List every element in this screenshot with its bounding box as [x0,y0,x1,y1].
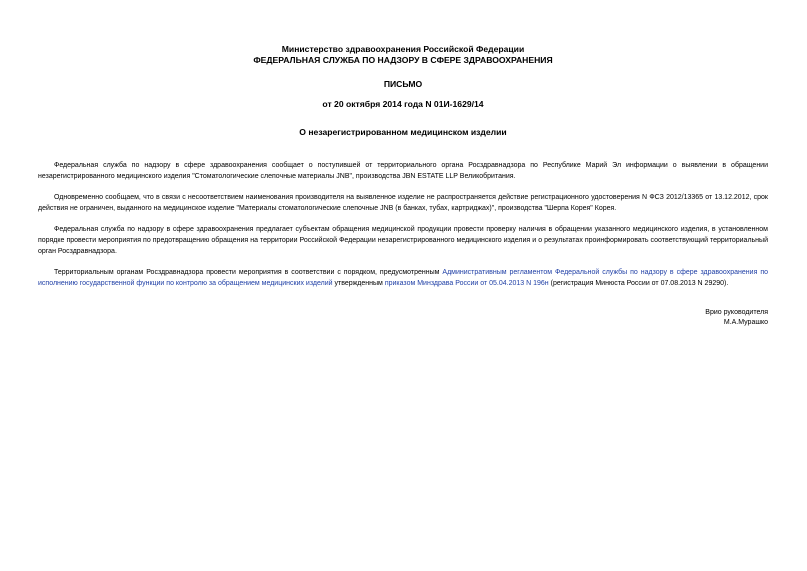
signature-block [705,308,768,328]
signatory-position: Врио руководителя [705,309,768,316]
ministry-order-link[interactable]: приказом Минздрава России от 05.04.2013 N 196н [384,280,549,287]
paragraph-1: Федеральная служба по надзору в сфере здравоохранения сообщает о поступившей от территориального органа Росздравнадзора по Республике Марий Эл информации о выявлении в обращении незарегистрированного медицинского изделия "Стоматологические слепочные материалы JNB", производства JBN ESTATE LLP Великобритания. [38,162,768,180]
document-date-number: от 20 октября 2014 года N 01И-1629/14 [322,98,484,109]
document-subject: О незарегистрированном медицинском изделии [299,127,507,137]
document-page [38,44,768,326]
agency-name: ФЕДЕРАЛЬНАЯ СЛУЖБА ПО НАДЗОРУ В СФЕРЕ ЗДРАВООХРАНЕНИЯ [253,54,553,65]
paragraph-4 [38,267,768,289]
ministry-name: Министерство здравоохранения Российской Федерации [281,44,525,54]
document-body [38,160,768,289]
paragraph-2: Одновременно сообщаем, что в связи с несоответствием наименования производителя на выявленное изделие не распространяется действие регистрационного удостоверения N ФСЗ 2012/13365 от 13.12.2012, срок действия не ограничен, выданного на медицинское изделие "Материалы стоматологические слепочные JNB (в банках, тубах, картриджах)", производства "Шерпа Корея" Корея. [38,194,768,212]
document-type: ПИСЬМО [383,79,423,89]
administrative-regulation-link[interactable]: Административным регламентом Федеральной службы по надзору в сфере здравоохранения по исполнению государственной функции по контролю за обращением медицинских изделий [38,269,768,287]
signatory-name: М.А.Мурашко [723,319,768,326]
paragraph-4-text-start: Территориальным органам Росздравнадзора провести мероприятия в соответствии с порядком, предусмотренным [54,269,443,276]
paragraph-4-text-middle: утвержденным [332,280,385,287]
paragraph-4-text-end: (регистрация Минюста России от 07.08.2013 N 29290). [548,280,729,287]
paragraph-3: Федеральная служба по надзору в сфере здравоохранения предлагает субъектам обращения медицинской продукции провести проверку наличия в обращении указанного медицинского изделия, в установленном порядке провести мероприятия по предотвращению обращения на территории Российской Федерации незарегистрированного медицинского изделия и о результатах проинформировать соответствующий территориальный орган Росздравнадзора. [38,226,768,255]
